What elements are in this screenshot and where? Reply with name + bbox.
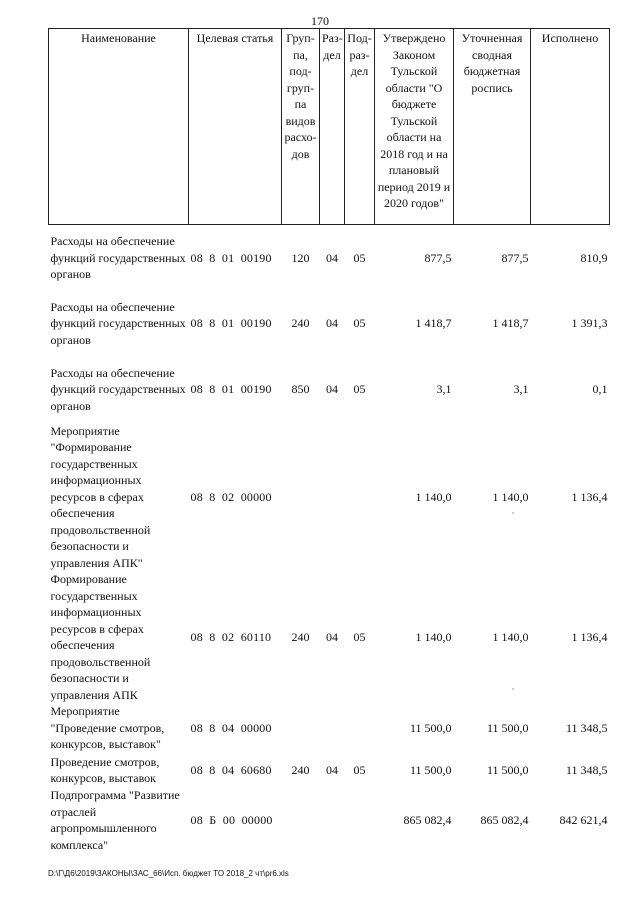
row-group: 120 — [291, 250, 310, 265]
row-approved: 11 500,0 — [409, 720, 452, 735]
scan-speck — [512, 688, 514, 690]
budget-table — [48, 28, 610, 853]
header-row — [49, 29, 610, 225]
table-row — [49, 225, 610, 291]
row-name: Расходы на обеспечение функций государственных органов — [50, 234, 186, 281]
table-row — [49, 423, 610, 572]
row-name: Расходы на обеспечение функций государственных органов — [50, 365, 186, 413]
row-approved: 3,1 — [436, 382, 452, 397]
table-row — [49, 753, 610, 787]
row-refined: 11 500,0 — [486, 762, 529, 777]
row-executed: 810,9 — [580, 250, 608, 265]
row-name: Мероприятие "Формирование государственных информационных ресурсов в сферах обеспечения продовольственной безопасности и управления АПК" — [50, 423, 151, 570]
row-subsection — [345, 703, 375, 753]
row-refined: 3,1 — [513, 382, 529, 397]
row-executed: 11 348,5 — [565, 720, 608, 735]
row-subsection — [345, 787, 375, 853]
header-executed: Исполнено — [531, 29, 610, 225]
header-approved: Утверждено Законом Тульской области "О бюджете Тульской области на 2018 год и на плановый период 2019 и 2020 годов" — [375, 29, 454, 225]
row-target-article: 08 8 01 00190 — [190, 250, 272, 265]
page-number: 170 — [311, 14, 329, 28]
scan-speck — [512, 512, 514, 514]
row-executed: 1 391,3 — [571, 316, 608, 331]
table-row — [49, 357, 610, 423]
row-section: 04 — [326, 762, 338, 777]
table-row — [49, 787, 610, 853]
row-subsection: 05 — [353, 316, 366, 331]
row-name: Подпрограмма "Развитие отраслей агропромышленного комплекса" — [50, 788, 180, 852]
row-group: 850 — [291, 382, 310, 397]
row-executed: 1 136,4 — [571, 629, 608, 644]
row-refined: 1 418,7 — [492, 316, 529, 331]
row-target-article: 08 8 02 60110 — [190, 629, 272, 644]
file-path-footer: D:\Г\Д6\2019\ЗАКОНЫ\ЗАС_66\Исп. бюджет ТО 2018_2 чт\pr6.xls — [48, 869, 289, 878]
table-row — [49, 291, 610, 357]
row-group: 240 — [291, 762, 310, 777]
header-name: Наименование — [49, 29, 189, 225]
table-row — [49, 571, 610, 703]
header-subsection: Под-раз-дел — [345, 29, 375, 225]
header-refined: Уточненная сводная бюджетная роспись — [454, 29, 531, 225]
row-refined: 11 500,0 — [486, 720, 529, 735]
row-target-article: 08 Б 00 00000 — [190, 812, 273, 827]
row-target-article: 08 8 01 00190 — [190, 316, 272, 331]
table-row — [49, 703, 610, 753]
row-refined: 877,5 — [501, 250, 529, 265]
row-executed: 842 621,4 — [559, 812, 608, 827]
row-section: 04 — [326, 382, 338, 397]
row-approved: 877,5 — [424, 250, 452, 265]
row-approved: 1 140,0 — [415, 489, 452, 504]
row-group: 240 — [291, 316, 310, 331]
row-subsection — [345, 423, 375, 572]
row-group — [282, 787, 320, 853]
row-target-article: 08 8 04 00000 — [190, 720, 272, 735]
row-target-article: 08 8 04 60680 — [190, 762, 272, 777]
row-approved: 11 500,0 — [409, 762, 452, 777]
row-approved: 865 082,4 — [403, 812, 452, 827]
row-subsection: 05 — [353, 250, 366, 265]
row-approved: 1 140,0 — [415, 629, 452, 644]
row-refined: 865 082,4 — [480, 812, 529, 827]
row-executed: 11 348,5 — [565, 762, 608, 777]
row-section: 04 — [326, 250, 338, 265]
row-refined: 1 140,0 — [492, 629, 529, 644]
header-section: Раз-дел — [320, 29, 345, 225]
row-section — [320, 703, 345, 753]
row-subsection: 05 — [353, 382, 366, 397]
row-section: 04 — [326, 316, 338, 331]
row-subsection: 05 — [353, 629, 366, 644]
row-group: 240 — [291, 629, 310, 644]
row-target-article: 08 8 02 00000 — [190, 489, 272, 504]
header-target-article: Целевая статья — [189, 29, 282, 225]
row-group — [282, 423, 320, 572]
row-executed: 1 136,4 — [571, 489, 608, 504]
row-refined: 1 140,0 — [492, 489, 529, 504]
row-executed: 0,1 — [592, 382, 608, 397]
row-section: 04 — [326, 629, 338, 644]
row-section — [320, 787, 345, 853]
row-subsection: 05 — [353, 762, 366, 777]
row-name: Расходы на обеспечение функций государственных органов — [50, 299, 186, 347]
row-name: Мероприятие "Проведение смотров, конкурсов, выставок" — [50, 704, 165, 752]
row-approved: 1 418,7 — [415, 316, 452, 331]
header-group: Груп-па, под-груп-па видов расхо-дов — [282, 29, 320, 225]
row-target-article: 08 8 01 00190 — [190, 382, 272, 397]
row-section — [320, 423, 345, 572]
row-group — [282, 703, 320, 753]
row-name: Формирование государственных информационных ресурсов в сферах обеспечения продовольственной безопасности и управления АПК — [50, 572, 151, 702]
row-name: Проведение смотров, конкурсов, выставок — [50, 754, 160, 785]
